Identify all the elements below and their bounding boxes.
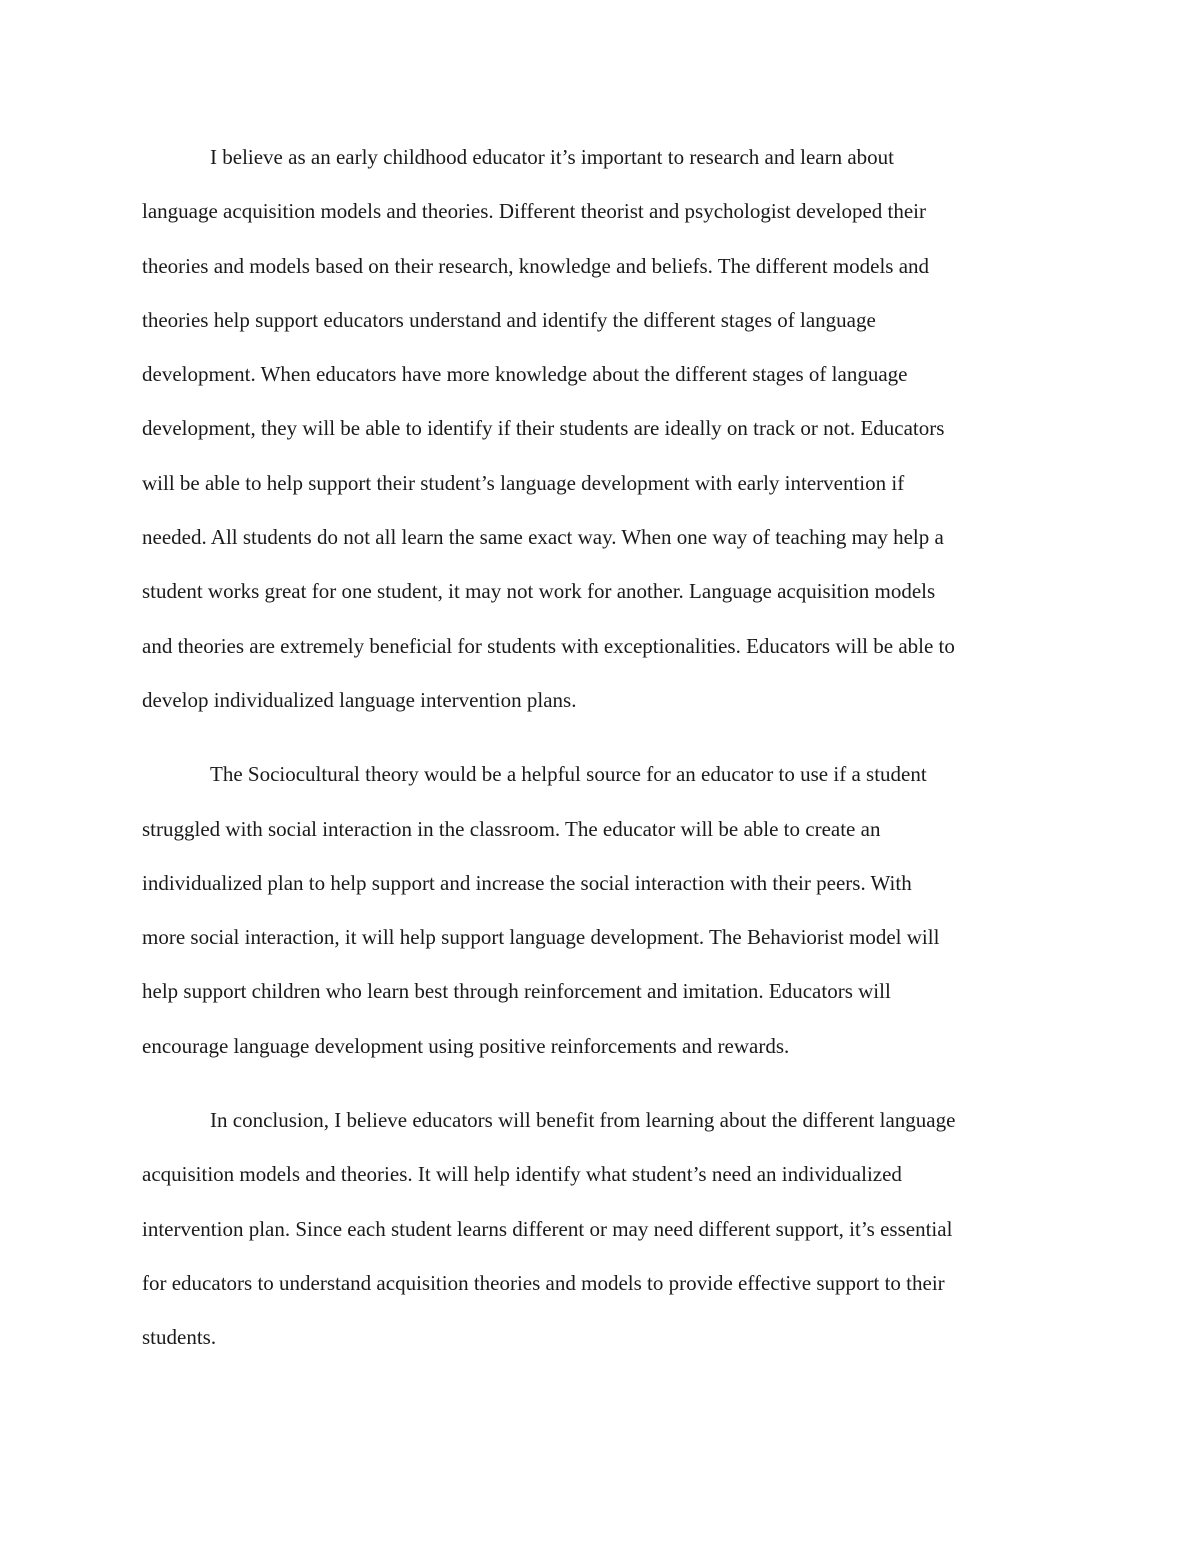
text-line: develop individualized language intervention plans.: [142, 687, 577, 712]
text-line: help support children who learn best through reinforcement and imitation. Educators will: [142, 979, 891, 1004]
text-line: development, they will be able to identify if their students are ideally on track or not. Educators: [142, 416, 945, 441]
text-line: The Sociocultural theory would be a helpful source for an educator to use if a student: [210, 762, 927, 787]
paragraph-2: [142, 747, 1062, 1073]
paragraph-3: [142, 1093, 1062, 1364]
text-line: needed. All students do not all learn the same exact way. When one way of teaching may help a: [142, 525, 944, 550]
text-line: and theories are extremely beneficial for students with exceptionalities. Educators will be able to: [142, 633, 955, 658]
text-line: for educators to understand acquisition theories and models to provide effective support to their: [142, 1270, 945, 1295]
text-line: will be able to help support their student’s language development with early intervention if: [142, 470, 905, 495]
paragraph-spacer: [142, 727, 1062, 747]
text-line: individualized plan to help support and increase the social interaction with their peers. With: [142, 870, 912, 895]
text-line: acquisition models and theories. It will help identify what student’s need an individualized: [142, 1162, 902, 1187]
text-line: development. When educators have more knowledge about the different stages of language: [142, 362, 908, 387]
paragraph-1: [142, 130, 1062, 727]
text-line: I believe as an early childhood educator it’s important to research and learn about: [210, 145, 894, 169]
paragraph-spacer: [142, 1073, 1062, 1093]
text-line: theories help support educators understand and identify the different stages of language: [142, 307, 876, 332]
document-body: [142, 130, 1062, 1365]
text-line: In conclusion, I believe educators will benefit from learning about the different language: [210, 1108, 956, 1133]
text-line: student works great for one student, it may not work for another. Language acquisition models: [142, 579, 936, 604]
text-line: more social interaction, it will help support language development. The Behaviorist model will: [142, 925, 940, 950]
text-line: encourage language development using positive reinforcements and rewards.: [142, 1033, 790, 1058]
text-line: theories and models based on their research, knowledge and beliefs. The different models and: [142, 253, 930, 278]
text-line: intervention plan. Since each student learns different or may need different support, it’s essential: [142, 1216, 953, 1241]
text-line: struggled with social interaction in the classroom. The educator will be able to create an: [142, 816, 881, 841]
text-line: language acquisition models and theories. Different theorist and psychologist developed their: [142, 199, 926, 224]
text-line: students.: [142, 1325, 217, 1350]
